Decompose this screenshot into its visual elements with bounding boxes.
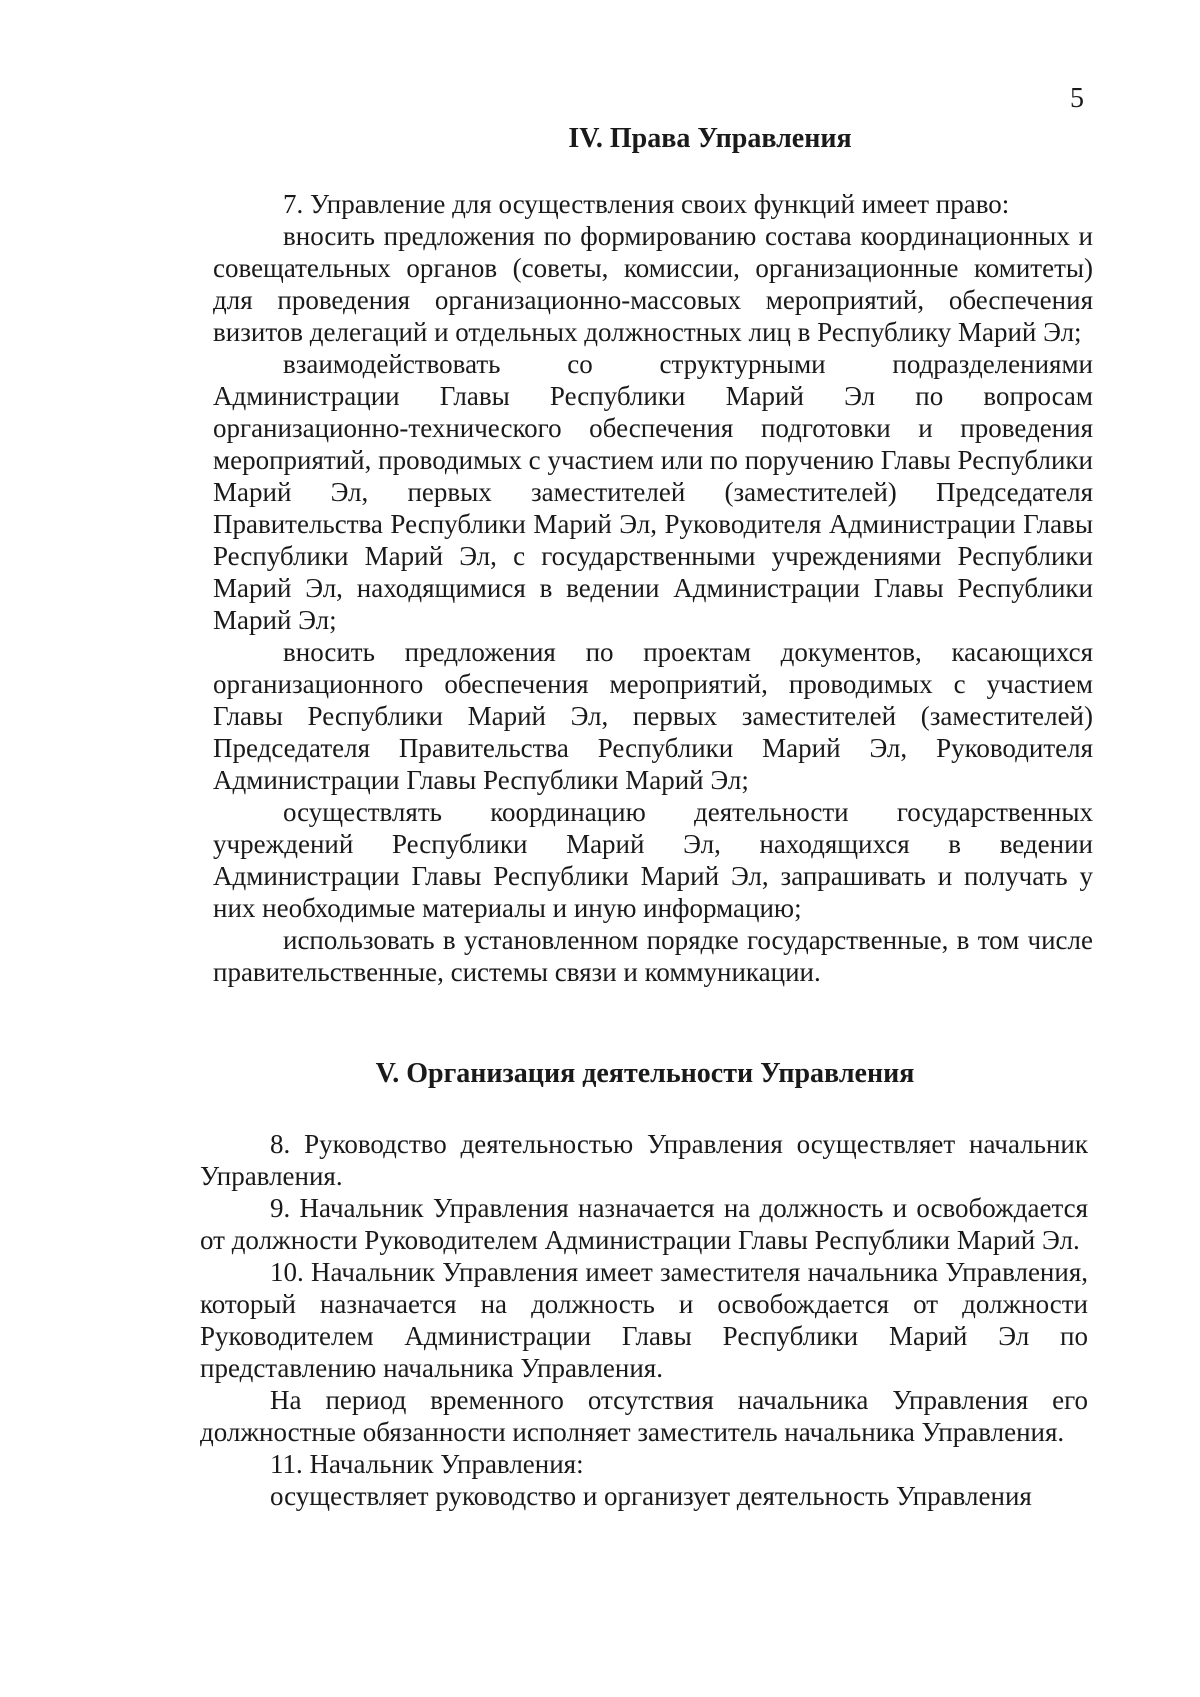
paragraph-right-coordination: осуществлять координацию деятельности государственных учреждений Республики Марий Эл, находящихся в ведении Администрации Главы Республики Марий Эл, запрашивать и получать у них необходимые материалы и иную информацию;	[213, 797, 1093, 923]
paragraph-temporary-absence: На период временного отсутствия начальника Управления его должностные обязанности исполняет заместитель начальника Управления.	[200, 1385, 1088, 1447]
section-5-title: V. Организация деятельности Управления	[375, 1058, 915, 1089]
paragraph-right-interaction: взаимодействовать со структурными подразделениями Администрации Главы Республики Марий Эл по вопросам организационно-технического обеспечения подготовки и проведения мероприятий, проводимых с участием или по поручению Главы Республики Марий Эл, первых заместителей (заместителей) Председателя Правительства Республики Марий Эл, Руководителя Администрации Главы Республики Марий Эл, с государственными учреждениями Республики Марий Эл, находящимися в ведении Администрации Главы Республики Марий Эл;	[213, 349, 1093, 635]
paragraph-right-documents: вносить предложения по проектам документов, касающихся организационного обеспечения мероприятий, проводимых с участием Главы Республики Марий Эл, первых заместителей (заместителей) Председателя Правительства Республики Марий Эл, Руководителя Администрации Главы Республики Марий Эл;	[213, 637, 1093, 795]
paragraph-right-proposals: вносить предложения по формированию состава координационных и совещательных органов (советы, комиссии, организационные комитеты) для проведения организационно-массовых мероприятий, обеспечения визитов делегаций и отдельных должностных лиц в Республику Марий Эл;	[213, 221, 1093, 347]
page-number: 5	[1070, 83, 1084, 114]
section-4-title: IV. Права Управления	[568, 123, 852, 154]
paragraph-8: 8. Руководство деятельностью Управления осуществляет начальник Управления.	[200, 1129, 1088, 1191]
paragraph-right-communications: использовать в установленном порядке государственные, в том числе правительственные, системы связи и коммуникации.	[213, 925, 1093, 987]
section-4-body	[213, 188, 1093, 988]
paragraph-11: 11. Начальник Управления:	[270, 1449, 584, 1479]
paragraph-9: 9. Начальник Управления назначается на должность и освобождается от должности Руководителем Администрации Главы Республики Марий Эл.	[200, 1193, 1088, 1255]
section-5-body	[200, 1128, 1088, 1512]
paragraph-10: 10. Начальник Управления имеет заместителя начальника Управления, который назначается на должность и освобождается от должности Руководителем Администрации Главы Республики Марий Эл по представлению начальника Управления.	[200, 1257, 1088, 1383]
paragraph-7-intro: 7. Управление для осуществления своих функций имеет право:	[283, 189, 1010, 219]
paragraph-11-duty: осуществляет руководство и организует деятельность Управления	[270, 1481, 1032, 1511]
